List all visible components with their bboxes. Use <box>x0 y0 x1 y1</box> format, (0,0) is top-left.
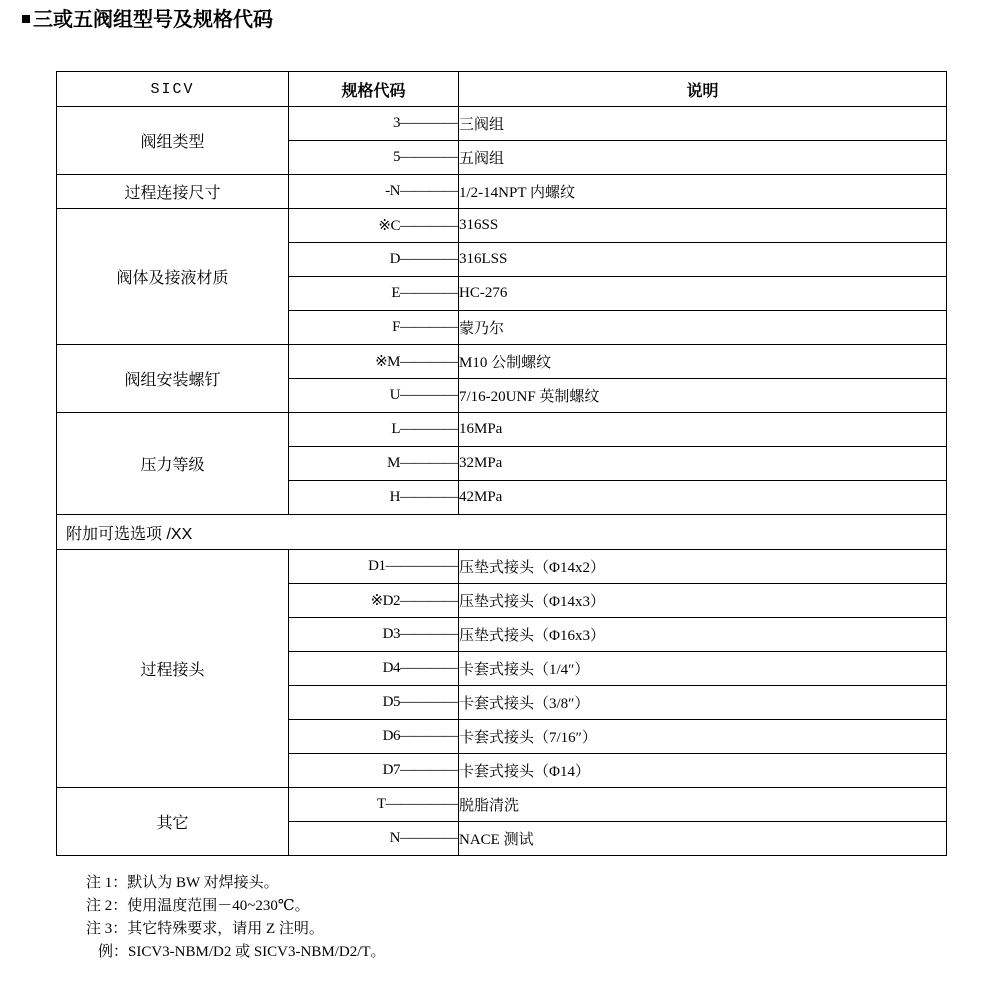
category-cell: 阀体及接液材质 <box>57 209 289 345</box>
category-cell: 过程连接尺寸 <box>57 175 289 209</box>
description-cell: 五阀组 <box>459 141 947 175</box>
table-row <box>57 209 947 243</box>
footnotes <box>86 872 386 964</box>
description-cell: HC-276 <box>459 277 947 311</box>
spec-code-cell: D4———— <box>289 652 459 686</box>
category-cell: 压力等级 <box>57 413 289 515</box>
category-cell: 其它 <box>57 788 289 856</box>
spec-code-cell: ※C———— <box>289 209 459 243</box>
description-cell: 卡套式接头（3/8″） <box>459 686 947 720</box>
spec-code-cell: ※M———— <box>289 345 459 379</box>
spec-code-cell: D5———— <box>289 686 459 720</box>
category-cell: 阀组类型 <box>57 107 289 175</box>
table-row <box>57 788 947 822</box>
table-header-row <box>57 72 947 107</box>
table-row <box>57 175 947 209</box>
spec-code-cell: D7———— <box>289 754 459 788</box>
optional-options-label: 附加可选选项 /XX <box>57 515 947 550</box>
description-cell: 卡套式接头（1/4″） <box>459 652 947 686</box>
spec-code-cell: 3———— <box>289 107 459 141</box>
description-cell: 压垫式接头（Φ14x3） <box>459 584 947 618</box>
column-header-3: 说明 <box>459 72 947 107</box>
spec-code-cell: N———— <box>289 822 459 856</box>
footnote-line: 例：SICV3-NBM/D2 或 SICV3-NBM/D2/T。 <box>98 944 386 960</box>
spec-code-cell: -N———— <box>289 175 459 209</box>
table-row <box>57 550 947 584</box>
table-row <box>57 413 947 447</box>
page-title-text: 三或五阀组型号及规格代码 <box>33 9 273 31</box>
page-title <box>22 10 273 30</box>
description-cell: M10 公制螺纹 <box>459 345 947 379</box>
column-header-2: 规格代码 <box>289 72 459 107</box>
column-header-1: SICV <box>57 72 289 107</box>
bullet-square-icon <box>22 15 30 23</box>
description-cell: 1/2-14NPT 内螺纹 <box>459 175 947 209</box>
footnote-line: 注 3：其它特殊要求，请用 Z 注明。 <box>86 921 324 937</box>
spec-code-cell: U———— <box>289 379 459 413</box>
spec-code-cell: L———— <box>289 413 459 447</box>
spec-code-cell: D1————— <box>289 550 459 584</box>
spec-code-cell: E———— <box>289 277 459 311</box>
spec-code-table <box>56 71 947 856</box>
table-row <box>57 345 947 379</box>
description-cell: NACE 测试 <box>459 822 947 856</box>
description-cell: 脱脂清洗 <box>459 788 947 822</box>
spec-code-cell: D6———— <box>289 720 459 754</box>
table-row <box>57 107 947 141</box>
category-cell: 过程接头 <box>57 550 289 788</box>
description-cell: 卡套式接头（7/16″） <box>459 720 947 754</box>
footnote-line: 注 2：使用温度范围－40~230℃。 <box>86 898 310 914</box>
spec-code-cell: F———— <box>289 311 459 345</box>
spec-code-cell: T————— <box>289 788 459 822</box>
footnote-line: 注 1：默认为 BW 对焊接头。 <box>86 875 279 891</box>
spec-code-cell: D3———— <box>289 618 459 652</box>
description-cell: 压垫式接头（Φ16x3） <box>459 618 947 652</box>
description-cell: 16MPa <box>459 413 947 447</box>
description-cell: 压垫式接头（Φ14x2） <box>459 550 947 584</box>
spec-code-cell: 5———— <box>289 141 459 175</box>
spec-code-cell: H———— <box>289 481 459 515</box>
description-cell: 42MPa <box>459 481 947 515</box>
description-cell: 32MPa <box>459 447 947 481</box>
category-cell: 阀组安装螺钉 <box>57 345 289 413</box>
description-cell: 7/16-20UNF 英制螺纹 <box>459 379 947 413</box>
description-cell: 316SS <box>459 209 947 243</box>
spec-code-cell: M———— <box>289 447 459 481</box>
description-cell: 三阀组 <box>459 107 947 141</box>
spec-code-cell: ※D2———— <box>289 584 459 618</box>
description-cell: 蒙乃尔 <box>459 311 947 345</box>
description-cell: 卡套式接头（Φ14） <box>459 754 947 788</box>
optional-options-row <box>57 515 947 550</box>
spec-code-cell: D———— <box>289 243 459 277</box>
description-cell: 316LSS <box>459 243 947 277</box>
